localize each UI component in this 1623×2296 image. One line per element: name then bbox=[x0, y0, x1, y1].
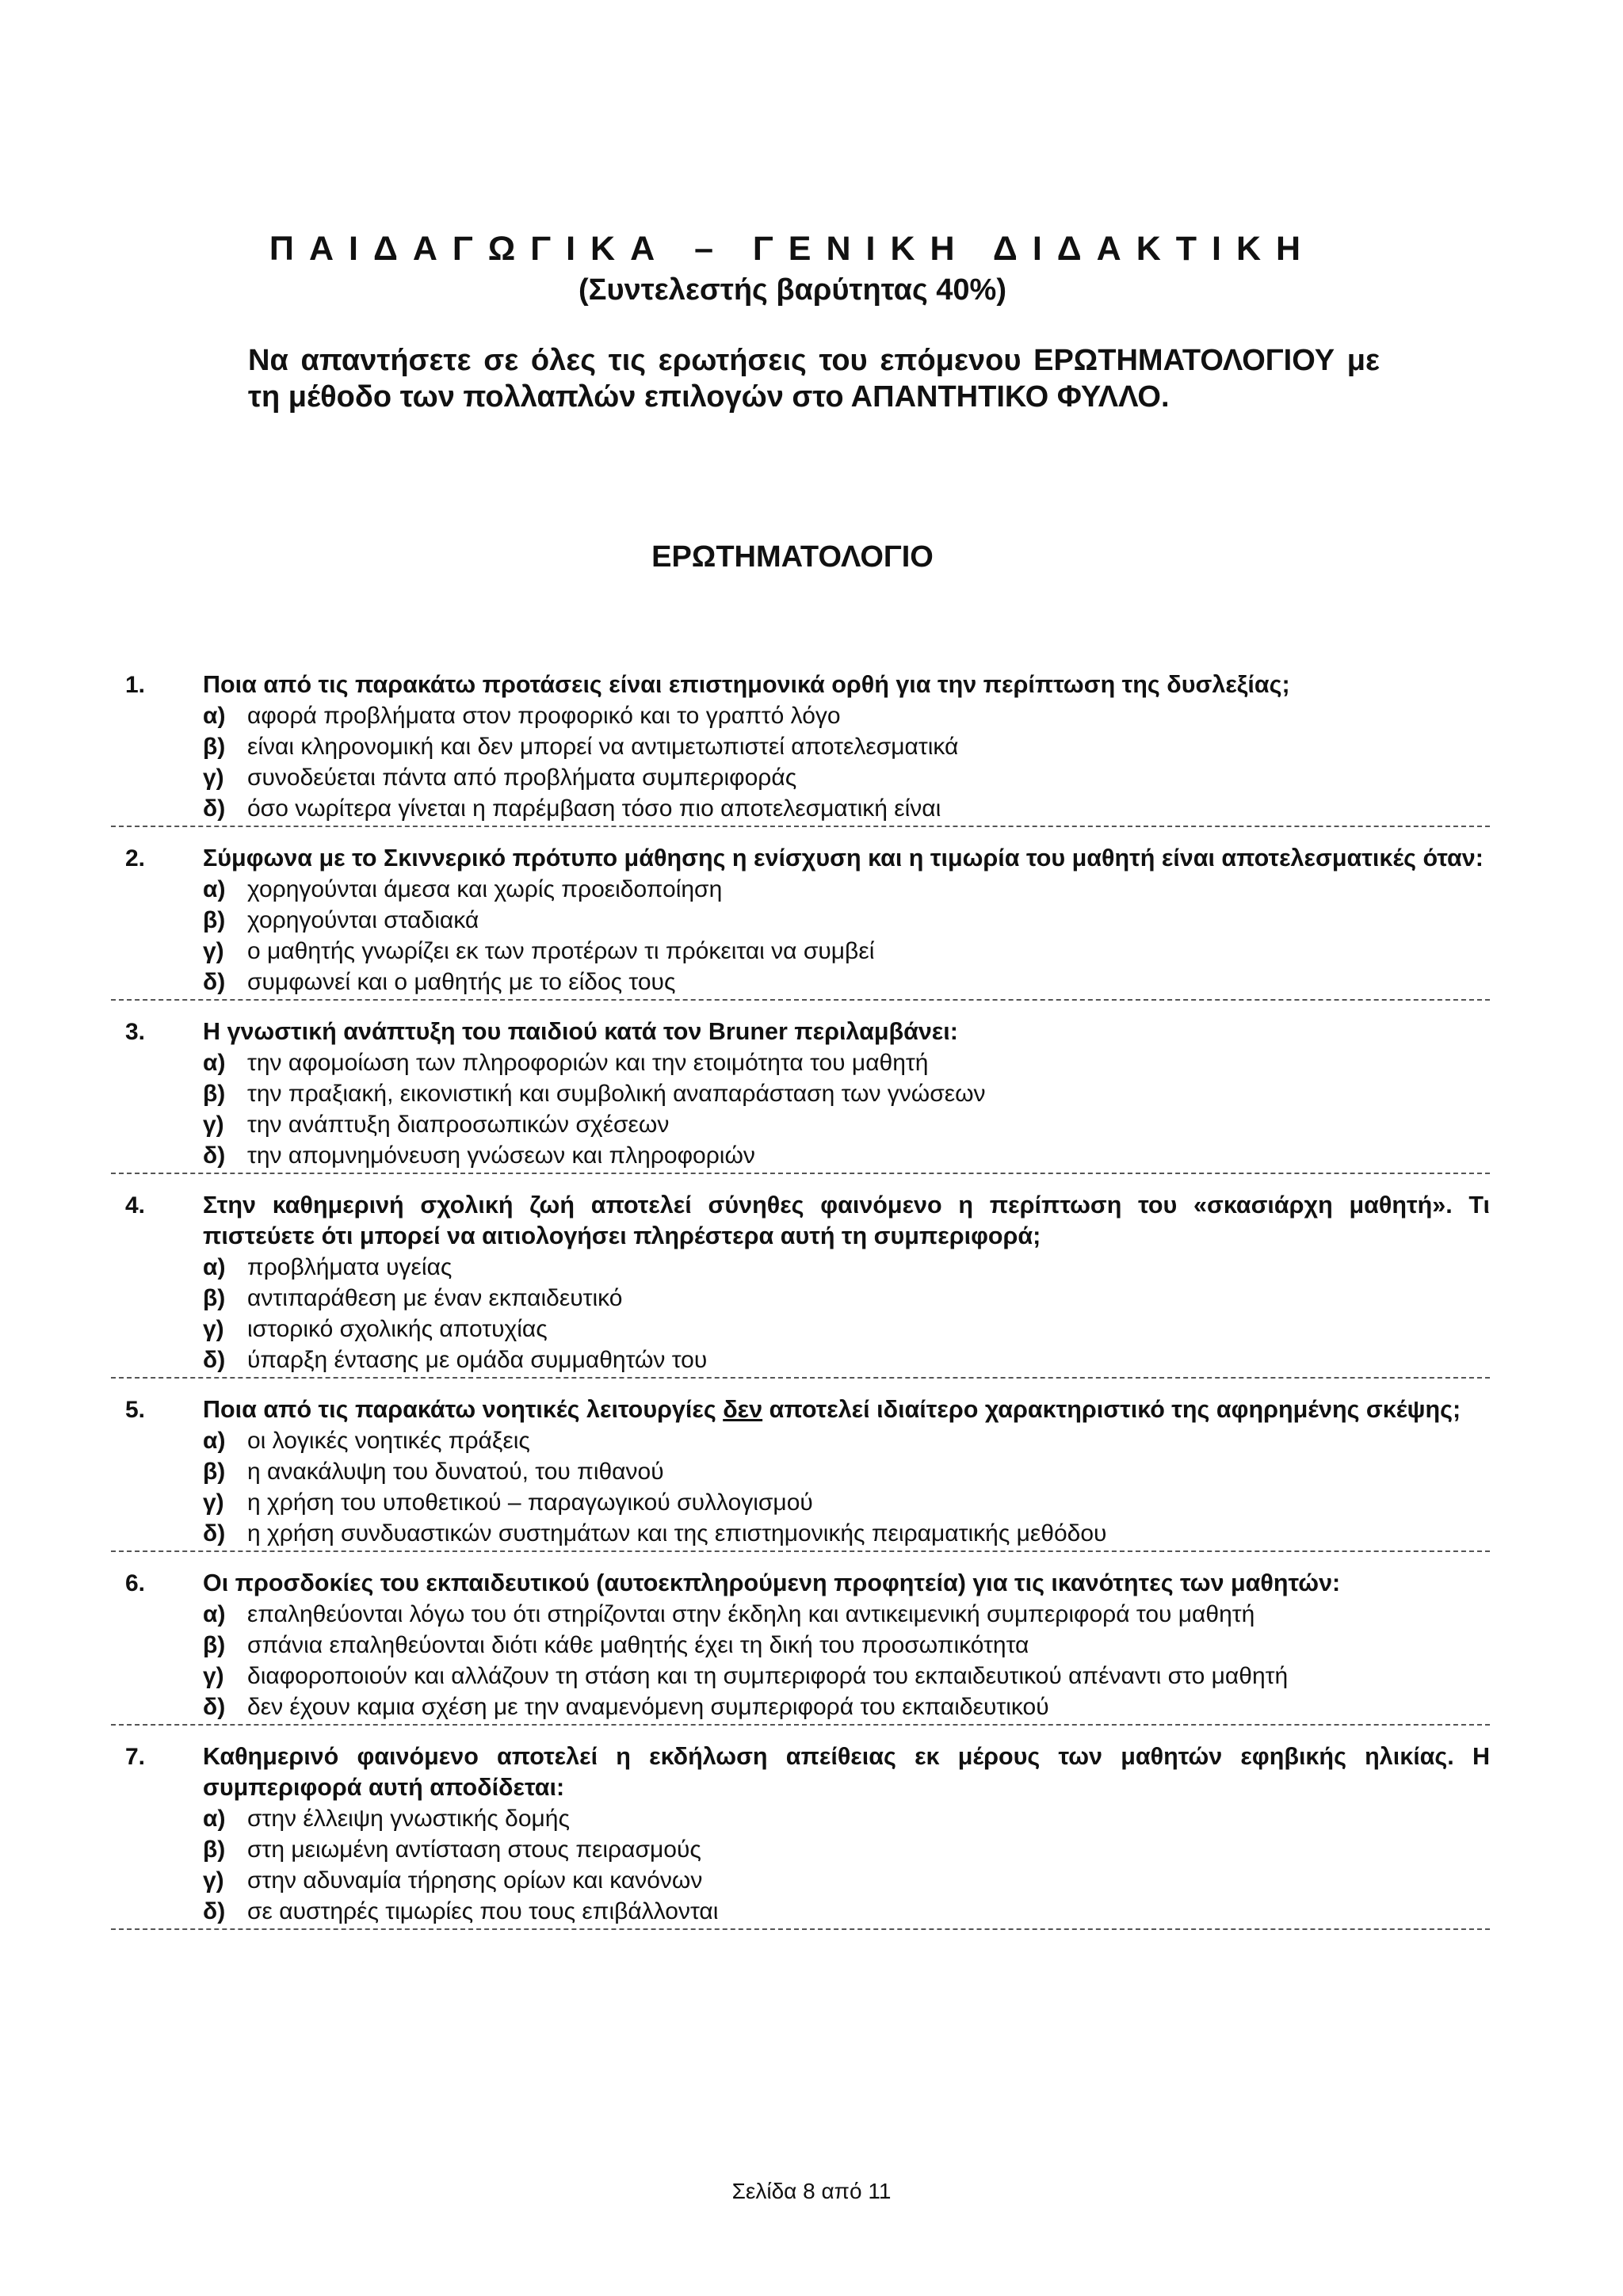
option-letter: γ) bbox=[203, 765, 224, 791]
question-stem: Καθημερινό φαινόμενο αποτελεί η εκδήλωση απείθειας εκ μέρους των μαθητών εφηβικής ηλικίας. Η συμπεριφορά αυτή αποδίδεται: bbox=[203, 1743, 1490, 1801]
option-c bbox=[203, 762, 1490, 793]
question-number: 4. bbox=[125, 1192, 146, 1219]
question-stem: Ποια από τις παρακάτω προτάσεις είναι επιστημονικά ορθή για την περίπτωση της δυσλεξίας; bbox=[203, 671, 1290, 698]
option-a bbox=[203, 1599, 1490, 1630]
option-c bbox=[203, 1487, 1490, 1518]
option-text: την αφομοίωση των πληροφοριών και την ετοιμότητα του μαθητή bbox=[247, 1050, 929, 1076]
option-letter: β) bbox=[203, 907, 226, 933]
question-7 bbox=[111, 1741, 1490, 1930]
option-b bbox=[203, 905, 1490, 936]
question-stem-part: Ποια από τις παρακάτω νοητικές λειτουργίες bbox=[203, 1396, 724, 1423]
option-b bbox=[203, 1078, 1490, 1109]
option-text: διαφοροποιούν και αλλάζουν τη στάση και τη συμπεριφορά του εκπαιδευτικού απέναντι στο μαθητή bbox=[247, 1663, 1289, 1689]
option-a bbox=[203, 700, 1490, 731]
question-stem-part: αποτελεί ιδιαίτερο χαρακτηριστικό της αφηρημένης σκέψης; bbox=[762, 1396, 1461, 1423]
option-text: ο μαθητής γνωρίζει εκ των προτέρων τι πρόκειται να συμβεί bbox=[247, 938, 875, 964]
question-number: 6. bbox=[125, 1570, 146, 1596]
option-letter: γ) bbox=[203, 1663, 224, 1689]
option-letter: δ) bbox=[203, 1142, 226, 1169]
option-text: αντιπαράθεση με έναν εκπαιδευτικό bbox=[247, 1285, 623, 1311]
option-c bbox=[203, 1661, 1490, 1691]
option-text: χορηγούνται άμεσα και χωρίς προειδοποίηση bbox=[247, 876, 723, 902]
option-letter: β) bbox=[203, 1081, 226, 1107]
option-letter: γ) bbox=[203, 938, 224, 964]
question-1 bbox=[111, 669, 1490, 827]
question-stem: Οι προσδοκίες του εκπαιδευτικού (αυτοεκπληρούμενη προφητεία) για τις ικανότητες των μαθητών: bbox=[203, 1569, 1341, 1596]
option-d bbox=[203, 1344, 1490, 1375]
instructions-text: Να απαντήσετε σε όλες τις ερωτήσεις του επόμενου ΕΡΩΤΗΜΑΤΟΛΟΓΙΟΥ με τη μέθοδο των πολλαπλών επιλογών στο ΑΠΑΝΤΗΤΙΚΟ ΦΥΛΛΟ. bbox=[248, 344, 1380, 414]
option-d bbox=[203, 1691, 1490, 1722]
question-6 bbox=[111, 1568, 1490, 1726]
option-text: αφορά προβλήματα στον προφορικό και το γραπτό λόγο bbox=[247, 703, 841, 729]
option-a bbox=[203, 1047, 1490, 1078]
option-b bbox=[203, 1834, 1490, 1865]
option-a bbox=[203, 1425, 1490, 1456]
option-d bbox=[203, 1518, 1490, 1549]
page-number: Σελίδα 8 από 11 bbox=[731, 2179, 892, 2203]
option-letter: δ) bbox=[203, 969, 226, 995]
option-text: την ανάπτυξη διαπροσωπικών σχέσεων bbox=[247, 1112, 670, 1138]
option-letter: β) bbox=[203, 1459, 226, 1485]
option-letter: γ) bbox=[203, 1316, 224, 1342]
question-stem: Σύμφωνα με το Σκιννερικό πρότυπο μάθησης η ενίσχυση και η τιμωρία του μαθητή είναι αποτελεσματικές όταν: bbox=[203, 845, 1484, 871]
option-letter: α) bbox=[203, 703, 226, 729]
option-text: στην αδυναμία τήρησης ορίων και κανόνων bbox=[247, 1867, 703, 1894]
option-letter: α) bbox=[203, 1254, 226, 1280]
option-b bbox=[203, 1456, 1490, 1487]
question-2 bbox=[111, 843, 1490, 1001]
option-letter: δ) bbox=[203, 1694, 226, 1720]
option-text: οι λογικές νοητικές πράξεις bbox=[247, 1428, 530, 1454]
question-stem: Η γνωστική ανάπτυξη του παιδιού κατά τον Bruner περιλαμβάνει: bbox=[203, 1018, 958, 1045]
option-text: συνοδεύεται πάντα από προβλήματα συμπεριφοράς bbox=[247, 765, 797, 791]
option-text: επαληθεύονται λόγω του ότι στηρίζονται στην έκδηλη και αντικειμενική συμπεριφορά του μαθητή bbox=[247, 1601, 1255, 1627]
option-text: η χρήση συνδυαστικών συστημάτων και της επιστημονικής πειραματικής μεθόδου bbox=[247, 1520, 1107, 1547]
option-text: σπάνια επαληθεύονται διότι κάθε μαθητής έχει τη δική του προσωπικότητα bbox=[247, 1632, 1029, 1658]
option-text: όσο νωρίτερα γίνεται η παρέμβαση τόσο πιο αποτελεσματική είναι bbox=[247, 795, 941, 822]
option-letter: α) bbox=[203, 1050, 226, 1076]
section-title: ΕΡΩΤΗΜΑΤΟΛΟΓΙΟ bbox=[651, 540, 934, 574]
option-b bbox=[203, 1630, 1490, 1661]
option-d bbox=[203, 793, 1490, 824]
option-a bbox=[203, 1803, 1490, 1834]
option-letter: α) bbox=[203, 1601, 226, 1627]
option-text: είναι κληρονομική και δεν μπορεί να αντιμετωπιστεί αποτελεσματικά bbox=[247, 734, 959, 760]
question-number: 1. bbox=[125, 672, 146, 698]
underlined-negation: δεν bbox=[723, 1396, 763, 1423]
option-letter: δ) bbox=[203, 1898, 226, 1924]
option-text: σε αυστηρές τιμωρίες που τους επιβάλλονται bbox=[247, 1898, 719, 1924]
question-5 bbox=[111, 1394, 1490, 1552]
option-letter: α) bbox=[203, 876, 226, 902]
option-letter: β) bbox=[203, 734, 226, 760]
option-c bbox=[203, 936, 1490, 967]
option-text: ύπαρξη έντασης με ομάδα συμμαθητών του bbox=[247, 1347, 708, 1373]
question-number: 2. bbox=[125, 845, 146, 871]
option-text: χορηγούνται σταδιακά bbox=[247, 907, 479, 933]
option-c bbox=[203, 1314, 1490, 1344]
option-text: την πραξιακή, εικονιστική και συμβολική αναπαράσταση των γνώσεων bbox=[247, 1081, 986, 1107]
option-text: η ανακάλυψη του δυνατού, του πιθανού bbox=[247, 1459, 664, 1485]
option-letter: β) bbox=[203, 1836, 226, 1863]
option-d bbox=[203, 1896, 1490, 1927]
question-4 bbox=[111, 1190, 1490, 1379]
option-b bbox=[203, 731, 1490, 762]
weight-note: (Συντελεστής βαρύτητας 40%) bbox=[579, 273, 1006, 307]
option-letter: δ) bbox=[203, 1347, 226, 1373]
question-3 bbox=[111, 1016, 1490, 1174]
option-text: την απομνημόνευση γνώσεων και πληροφοριών bbox=[247, 1142, 755, 1169]
question-number: 3. bbox=[125, 1019, 146, 1045]
option-letter: β) bbox=[203, 1285, 226, 1311]
option-text: ιστορικό σχολικής αποτυχίας bbox=[247, 1316, 548, 1342]
option-text: η χρήση του υποθετικού – παραγωγικού συλλογισμού bbox=[247, 1489, 813, 1516]
question-stem bbox=[203, 1394, 1490, 1425]
option-text: στη μειωμένη αντίσταση στους πειρασμούς bbox=[247, 1836, 701, 1863]
option-text: συμφωνεί και ο μαθητής με το είδος τους bbox=[247, 969, 676, 995]
option-c bbox=[203, 1865, 1490, 1896]
option-d bbox=[203, 967, 1490, 997]
questions-list bbox=[111, 669, 1490, 1930]
option-letter: δ) bbox=[203, 1520, 226, 1547]
option-letter: β) bbox=[203, 1632, 226, 1658]
option-letter: γ) bbox=[203, 1867, 224, 1894]
option-letter: α) bbox=[203, 1806, 226, 1832]
question-number: 5. bbox=[125, 1397, 146, 1423]
option-a bbox=[203, 1252, 1490, 1283]
subject-title: ΠΑΙΔΑΓΩΓΙΚΑ – ΓΕΝΙΚΗ ΔΙΔΑΚΤΙΚΗ bbox=[269, 230, 1316, 268]
option-letter: δ) bbox=[203, 795, 226, 822]
option-letter: γ) bbox=[203, 1112, 224, 1138]
option-a bbox=[203, 874, 1490, 905]
option-b bbox=[203, 1283, 1490, 1314]
question-number: 7. bbox=[125, 1744, 146, 1770]
option-d bbox=[203, 1140, 1490, 1171]
option-text: δεν έχουν καμια σχέση με την αναμενόμενη συμπεριφορά του εκπαιδευτικού bbox=[247, 1694, 1049, 1720]
option-c bbox=[203, 1109, 1490, 1140]
option-text: προβλήματα υγείας bbox=[247, 1254, 453, 1280]
option-text: στην έλλειψη γνωστικής δομής bbox=[247, 1806, 570, 1832]
question-stem: Στην καθημερινή σχολική ζωή αποτελεί σύνηθες φαινόμενο η περίπτωση του «σκασιάρχη μαθητή». Τι πιστεύετε ότι μπορεί να αιτιολογήσει πληρέστερα αυτή τη συμπεριφορά; bbox=[203, 1192, 1490, 1249]
option-letter: α) bbox=[203, 1428, 226, 1454]
option-letter: γ) bbox=[203, 1489, 224, 1516]
